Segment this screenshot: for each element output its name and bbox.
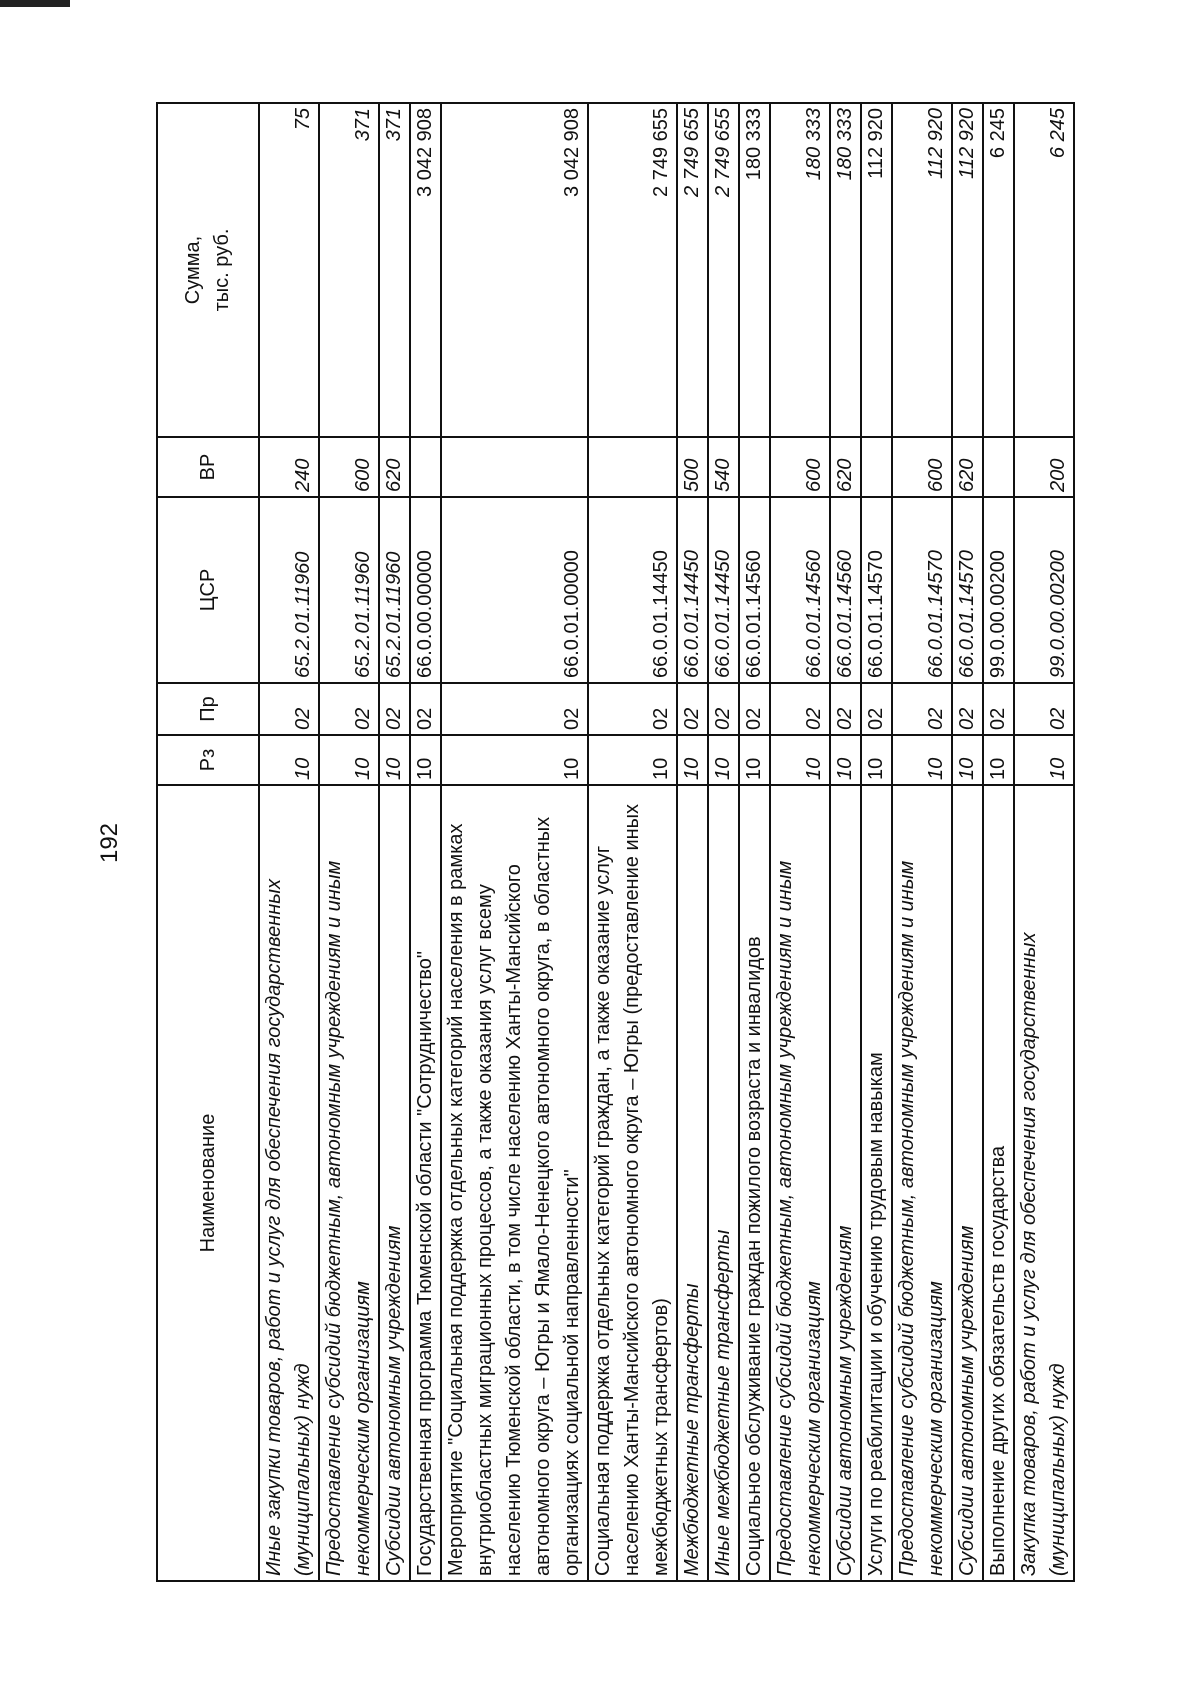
row-vr: 540 (708, 437, 739, 497)
table-row (739, 103, 770, 1581)
row-pr: 02 (770, 683, 830, 735)
row-pr: 02 (830, 683, 861, 735)
row-pr: 02 (259, 683, 319, 735)
budget-table (156, 102, 1075, 1582)
row-pr: 02 (677, 683, 708, 735)
row-name: Предоставление субсидий бюджетным, автономным учреждениям и иным некоммерческим организациям (892, 785, 952, 1581)
row-csr: 65.2.01.11960 (319, 497, 379, 683)
table-row (708, 103, 739, 1581)
row-name: Предоставление субсидий бюджетным, автономным учреждениям и иным некоммерческим организациям (770, 785, 830, 1581)
row-pr: 02 (1014, 683, 1074, 735)
row-rz: 10 (830, 735, 861, 785)
row-rz: 10 (588, 735, 677, 785)
header-sum (157, 103, 259, 437)
row-csr: 66.0.01.00000 (441, 497, 588, 683)
row-vr (739, 437, 770, 497)
row-name: Государственная программа Тюменской области "Сотрудничество" (410, 785, 441, 1581)
row-rz: 10 (892, 735, 952, 785)
table-row (983, 103, 1014, 1581)
row-pr: 02 (319, 683, 379, 735)
row-pr: 02 (739, 683, 770, 735)
row-vr: 600 (892, 437, 952, 497)
row-rz: 10 (739, 735, 770, 785)
row-name: Мероприятие "Социальная поддержка отдельных категорий населения в рамках внутриобластных миграционных процессов, а также оказания услуг всему населению Тюменской области, в том числе населению Ханты-Мансийского автономного округа – Югры и Ямало-Ненецкого автономного округа, в областных организациях социальной направленности" (441, 785, 588, 1581)
row-vr: 620 (952, 437, 983, 497)
row-csr: 99.0.00.00200 (1014, 497, 1074, 683)
row-rz: 10 (1014, 735, 1074, 785)
row-vr (588, 437, 677, 497)
row-sum: 2 749 655 (588, 103, 677, 437)
row-vr: 500 (677, 437, 708, 497)
row-sum: 112 920 (861, 103, 892, 437)
row-csr: 66.0.00.00000 (410, 497, 441, 683)
row-rz: 10 (861, 735, 892, 785)
row-name: Выполнение других обязательств государства (983, 785, 1014, 1581)
row-csr: 99.0.00.00200 (983, 497, 1014, 683)
row-vr: 600 (319, 437, 379, 497)
row-pr: 02 (708, 683, 739, 735)
header-sum-line2: тыс. руб. (211, 228, 233, 312)
row-pr: 02 (952, 683, 983, 735)
row-name: Услуги по реабилитации и обучению трудовым навыкам (861, 785, 892, 1581)
table-row (259, 103, 319, 1581)
row-name: Субсидии автономным учреждениям (952, 785, 983, 1581)
row-rz: 10 (677, 735, 708, 785)
table-row (677, 103, 708, 1581)
row-name: Межбюджетные трансферты (677, 785, 708, 1581)
row-name: Иные межбюджетные трансферты (708, 785, 739, 1581)
row-pr: 02 (983, 683, 1014, 735)
row-vr (861, 437, 892, 497)
page-number: 192 (96, 822, 123, 864)
row-name: Субсидии автономным учреждениям (830, 785, 861, 1581)
row-rz: 10 (259, 735, 319, 785)
row-csr: 66.0.01.14570 (892, 497, 952, 683)
table-row (441, 103, 588, 1581)
row-rz: 10 (983, 735, 1014, 785)
row-vr (441, 437, 588, 497)
row-rz: 10 (708, 735, 739, 785)
row-rz: 10 (379, 735, 410, 785)
row-vr: 240 (259, 437, 319, 497)
table-body (259, 103, 1074, 1581)
row-vr: 600 (770, 437, 830, 497)
table-row (861, 103, 892, 1581)
row-pr: 02 (379, 683, 410, 735)
table-row (830, 103, 861, 1581)
row-vr (983, 437, 1014, 497)
table-row (588, 103, 677, 1581)
row-csr: 66.0.01.14570 (861, 497, 892, 683)
row-pr: 02 (441, 683, 588, 735)
row-name: Социальная поддержка отдельных категорий граждан, а также оказание услуг населению Ханты-Мансийского автономного округа – Югры (предоставление иных межбюджетных трансфертов) (588, 785, 677, 1581)
table-header-row (157, 103, 259, 1581)
row-sum: 3 042 908 (441, 103, 588, 437)
row-sum: 180 333 (770, 103, 830, 437)
row-pr: 02 (588, 683, 677, 735)
row-rz: 10 (441, 735, 588, 785)
row-sum: 180 333 (739, 103, 770, 437)
row-name: Предоставление субсидий бюджетным, автономным учреждениям и иным некоммерческим организациям (319, 785, 379, 1581)
row-vr: 620 (379, 437, 410, 497)
row-sum: 6 245 (1014, 103, 1074, 437)
row-rz: 10 (952, 735, 983, 785)
row-sum: 2 749 655 (677, 103, 708, 437)
row-sum: 3 042 908 (410, 103, 441, 437)
row-sum: 180 333 (830, 103, 861, 437)
row-csr: 66.0.01.14560 (830, 497, 861, 683)
row-vr (410, 437, 441, 497)
row-csr: 66.0.01.14560 (739, 497, 770, 683)
header-csr: ЦСР (157, 497, 259, 683)
row-rz: 10 (410, 735, 441, 785)
row-csr: 66.0.01.14450 (677, 497, 708, 683)
row-sum: 112 920 (892, 103, 952, 437)
header-pr: Пр (157, 683, 259, 735)
row-sum: 371 (319, 103, 379, 437)
row-vr: 200 (1014, 437, 1074, 497)
row-sum: 75 (259, 103, 319, 437)
table-row (319, 103, 379, 1581)
table-row (379, 103, 410, 1581)
row-csr: 66.0.01.14570 (952, 497, 983, 683)
table-row (410, 103, 441, 1581)
table-row (770, 103, 830, 1581)
header-name: Наименование (157, 785, 259, 1581)
header-vr: ВР (157, 437, 259, 497)
header-rz: Рз (157, 735, 259, 785)
row-rz: 10 (319, 735, 379, 785)
row-csr: 65.2.01.11960 (379, 497, 410, 683)
row-csr: 66.0.01.14560 (770, 497, 830, 683)
row-csr: 65.2.01.11960 (259, 497, 319, 683)
row-rz: 10 (770, 735, 830, 785)
row-name: Закупка товаров, работ и услуг для обеспечения государственных (муниципальных) нужд (1014, 785, 1074, 1581)
row-sum: 2 749 655 (708, 103, 739, 437)
table-row (1014, 103, 1074, 1581)
table-row (952, 103, 983, 1581)
row-name: Социальное обслуживание граждан пожилого возраста и инвалидов (739, 785, 770, 1581)
row-pr: 02 (410, 683, 441, 735)
row-pr: 02 (892, 683, 952, 735)
row-name: Иные закупки товаров, работ и услуг для обеспечения государственных (муниципальных) нужд (259, 785, 319, 1581)
row-sum: 6 245 (983, 103, 1014, 437)
row-csr: 66.0.01.14450 (588, 497, 677, 683)
row-csr: 66.0.01.14450 (708, 497, 739, 683)
header-sum-line1: Сумма, (182, 235, 204, 305)
row-name: Субсидии автономным учреждениям (379, 785, 410, 1581)
row-sum: 371 (379, 103, 410, 437)
row-vr: 620 (830, 437, 861, 497)
table-row (892, 103, 952, 1581)
row-pr: 02 (861, 683, 892, 735)
row-sum: 112 920 (952, 103, 983, 437)
